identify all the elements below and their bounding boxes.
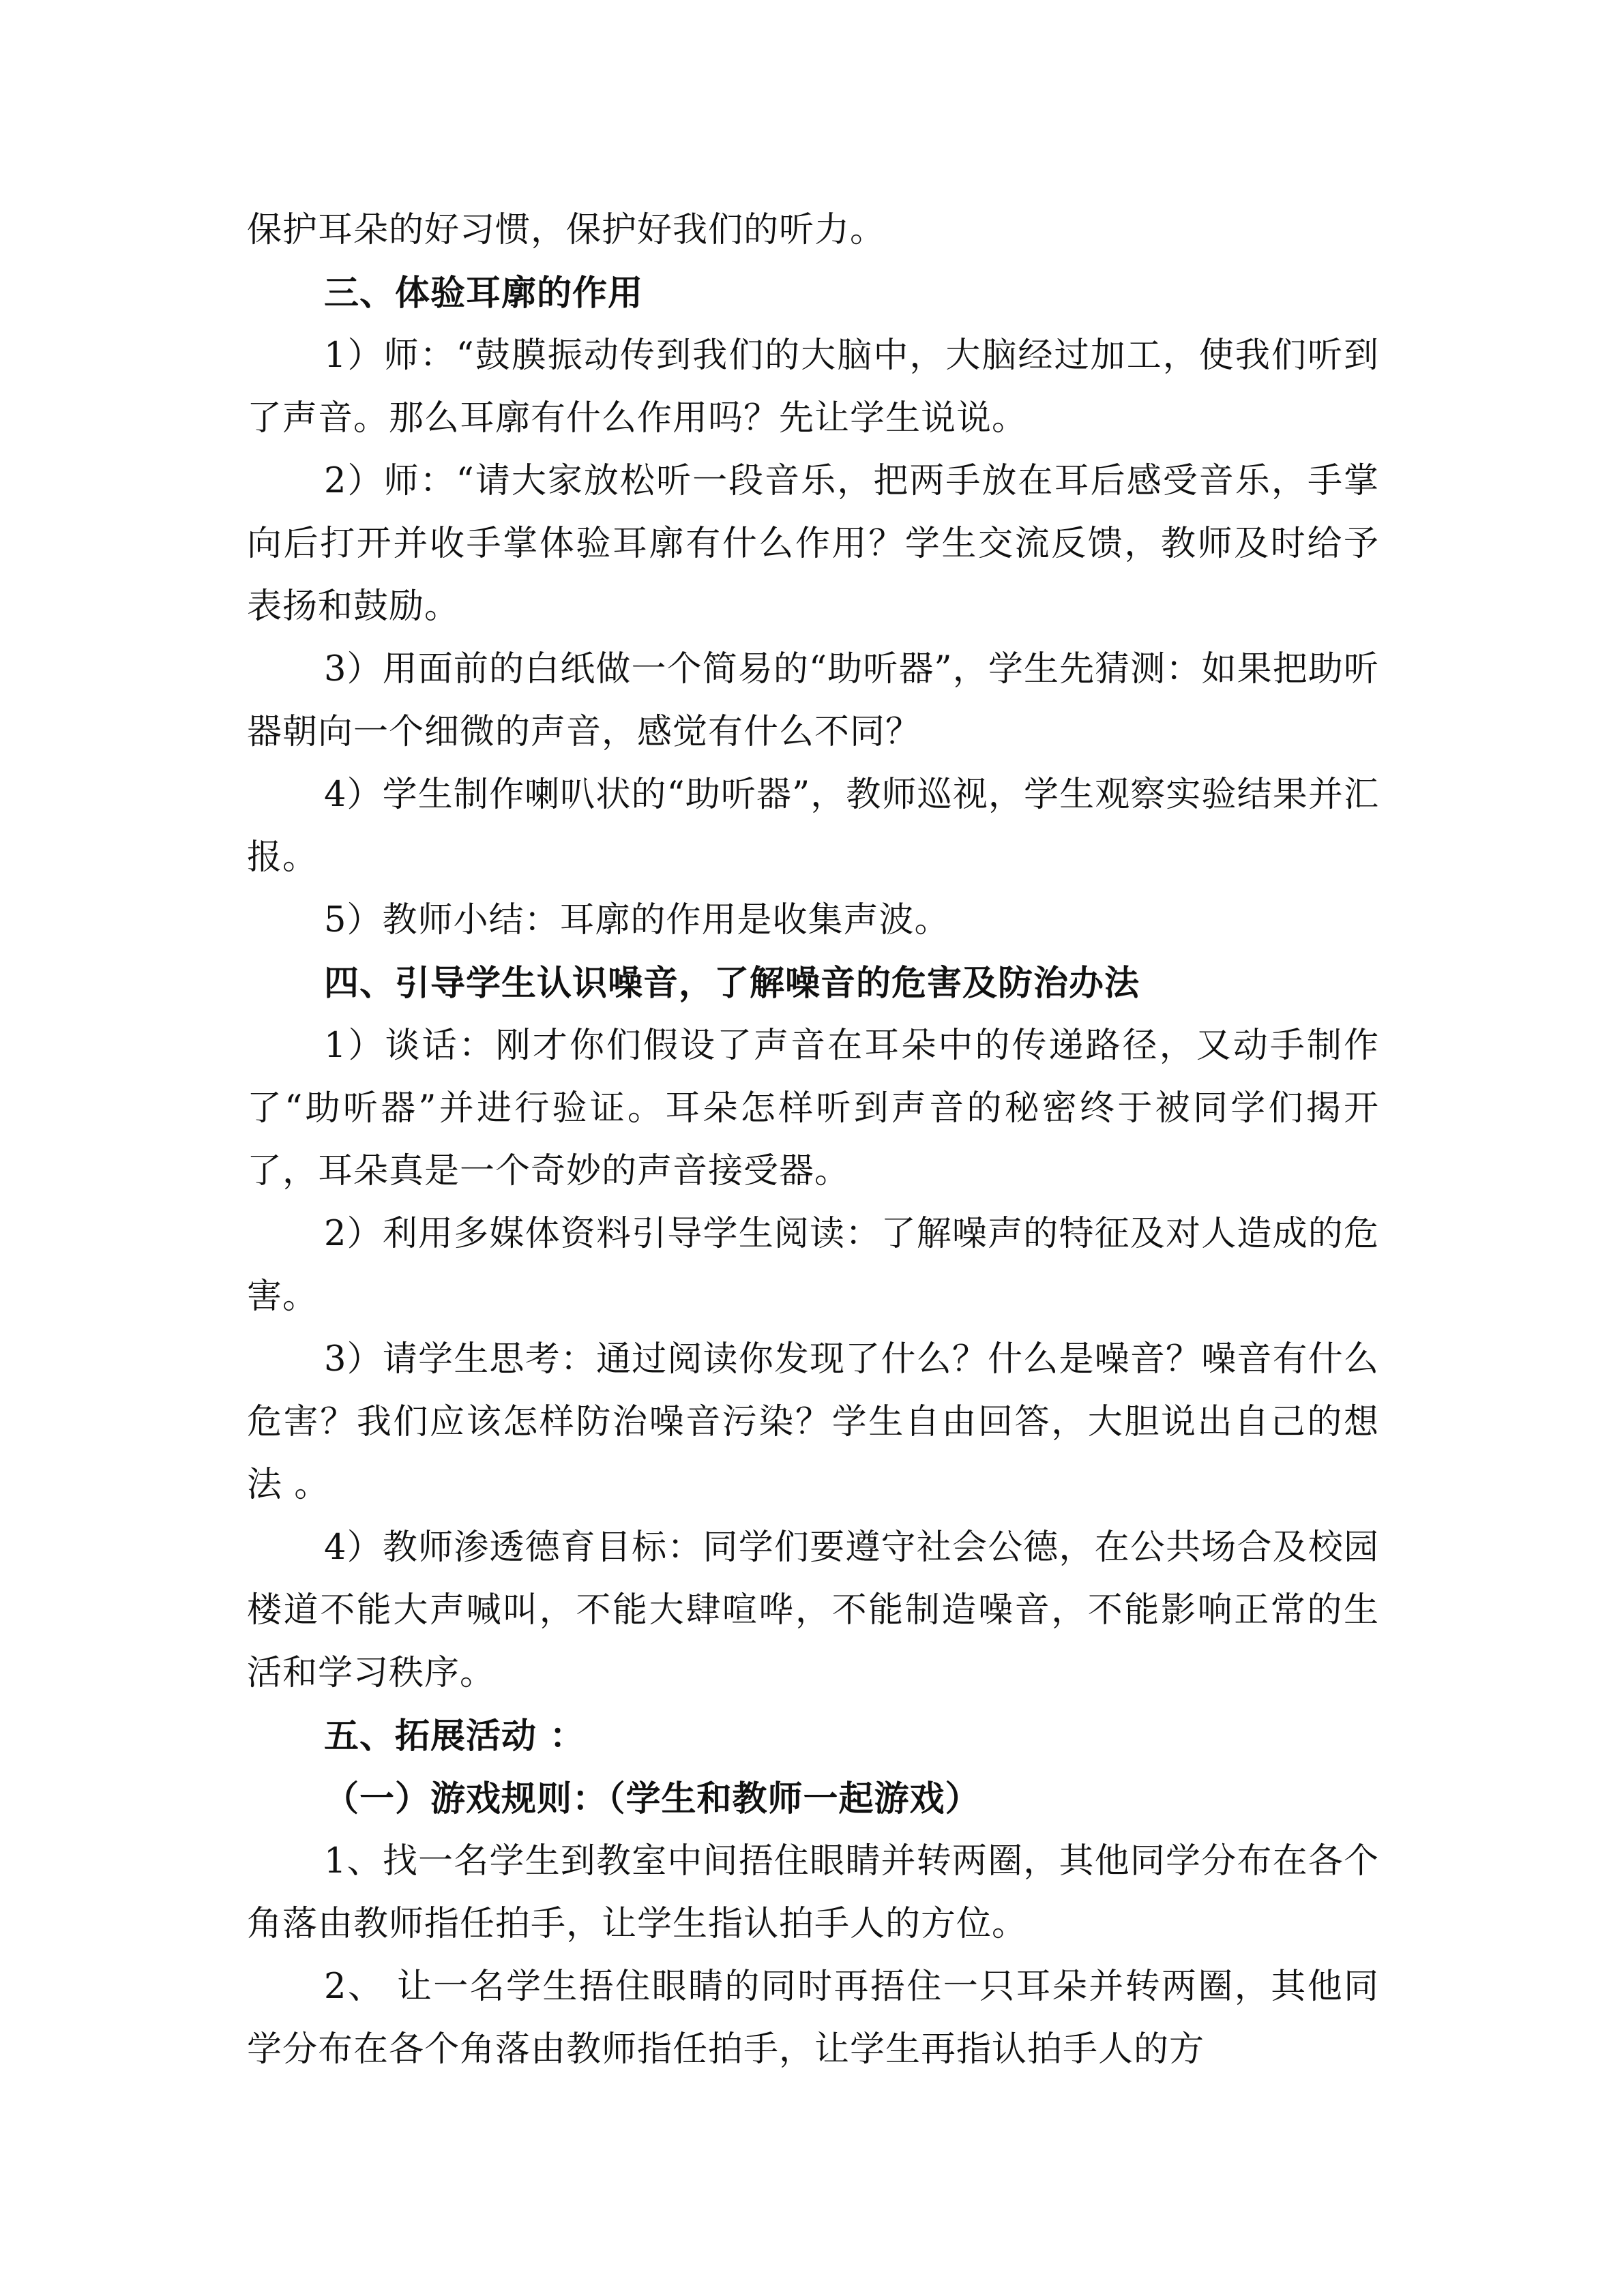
- body-paragraph: 保护耳朵的好习惯，保护好我们的听力。: [247, 210, 886, 250]
- body-paragraph: 2）师：“请大家放松听一段音乐，把两手放在耳后感受音乐，手掌向后打开并收手掌体验耳廓有什么作用？学生交流反馈，教师及时给予表扬和鼓励。: [247, 461, 1379, 627]
- subsection-heading: （一）游戏规则：（学生和教师一起游戏）: [324, 1778, 981, 1819]
- body-paragraph: 1）师：“鼓膜振动传到我们的大脑中，大脑经过加工，使我们听到了声音。那么耳廓有什么作用吗？先让学生说说。: [247, 336, 1379, 438]
- body-paragraph: 1）谈话：刚才你们假设了声音在耳朵中的传递路径，又动手制作了“助听器”并进行验证。耳朵怎样听到声音的秘密终于被同学们揭开了，耳朵真是一个奇妙的声音接受器。: [247, 1026, 1379, 1191]
- body-paragraph: 2）利用多媒体资料引导学生阅读：了解噪声的特征及对人造成的危害。: [247, 1214, 1379, 1317]
- section-heading-5: 五、拓展活动 ：: [324, 1716, 585, 1757]
- body-paragraph: 1、找一名学生到教室中间捂住眼睛并转两圈，其他同学分布在各个角落由教师指任拍手，让学生指认拍手人的方位。: [247, 1841, 1379, 1944]
- section-heading-3: 三、体验耳廓的作用: [324, 273, 644, 314]
- document-body: [247, 199, 1379, 2081]
- section-heading-4: 四、引导学生认识噪音，了解噪音的危害及防治办法: [324, 963, 1140, 1004]
- body-paragraph: 4）学生制作喇叭状的“助听器”，教师巡视，学生观察实验结果并汇报。: [247, 775, 1379, 878]
- body-paragraph: 3）请学生思考：通过阅读你发现了什么？什么是噪音？噪音有什么危害？我们应该怎样防治噪音污染？学生自由回答，大胆说出自己的想法 。: [247, 1339, 1379, 1505]
- body-paragraph: 5）教师小结：耳廓的作用是收集声波。: [324, 900, 950, 940]
- body-paragraph: 3）用面前的白纸做一个简易的“助听器”，学生先猜测：如果把助听器朝向一个细微的声音，感觉有什么不同？: [247, 649, 1379, 752]
- body-paragraph: 2、 让一名学生捂住眼睛的同时再捂住一只耳朵并转两圈，其他同学分布在各个角落由教师指任拍手，让学生再指认拍手人的方: [247, 1967, 1379, 2070]
- body-paragraph: 4）教师渗透德育目标：同学们要遵守社会公德，在公共场合及校园楼道不能大声喊叫，不能大肆喧哗，不能制造噪音，不能影响正常的生活和学习秩序。: [247, 1527, 1379, 1693]
